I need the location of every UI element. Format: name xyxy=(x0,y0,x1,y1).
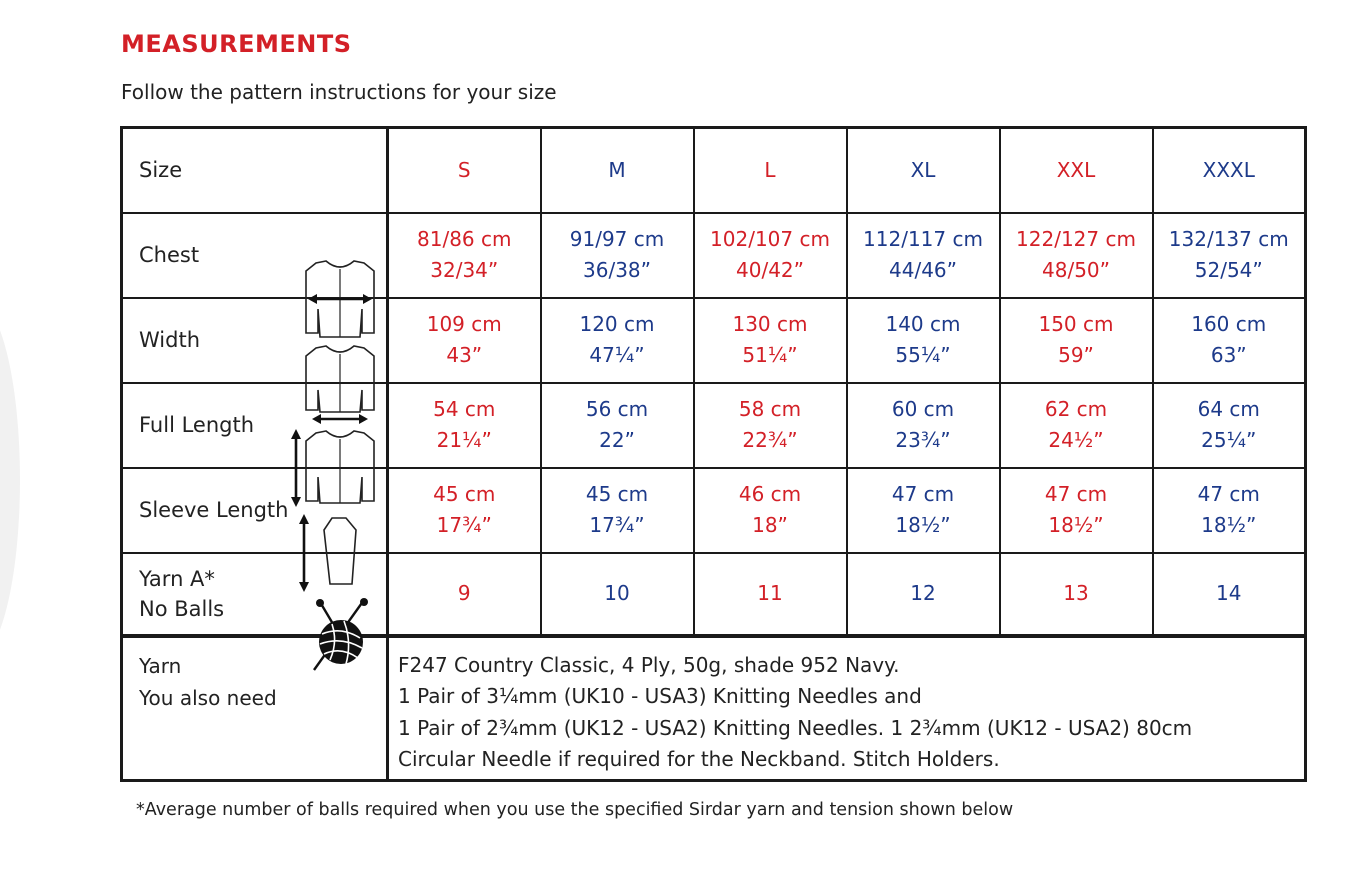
sleeve-length-xl: 47 cm 18½” xyxy=(847,468,1000,553)
width-xxl: 150 cm 59” xyxy=(1000,298,1153,383)
page-edge-shadow xyxy=(0,300,20,660)
sleeve-length-l: 46 cm 18” xyxy=(694,468,847,553)
size-xxl: XXL xyxy=(1000,128,1153,213)
page-title: MEASUREMENTS xyxy=(121,30,352,58)
size-label: Size xyxy=(139,158,183,183)
yarn-balls-xl: 12 xyxy=(847,553,1000,636)
full-length-xxl: 62 cm 24½” xyxy=(1000,383,1153,468)
yarn-requirements-text xyxy=(388,636,1306,781)
chest-label-cell xyxy=(122,213,388,298)
chest-measure-icon xyxy=(302,257,378,339)
yarn-requirements-row xyxy=(122,636,1306,781)
page-subtitle: Follow the pattern instructions for your size xyxy=(121,80,557,104)
footnote: *Average number of balls required when you use the specified Sirdar yarn and tension shown below xyxy=(136,800,1014,820)
width-xl: 140 cm 55¼” xyxy=(847,298,1000,383)
size-label-cell xyxy=(122,128,388,213)
chest-xl: 112/117 cm 44/46” xyxy=(847,213,1000,298)
yarn-balls-label-line2: No Balls xyxy=(139,596,225,621)
yarn-ball-needles-icon xyxy=(308,598,372,674)
sleeve-length-measure-icon xyxy=(294,512,370,594)
size-xxxl: XXXL xyxy=(1153,128,1306,213)
chest-s: 81/86 cm 32/34” xyxy=(388,213,541,298)
yarn-line-4: Circular Needle if required for the Neckband. Stitch Holders. xyxy=(398,747,1000,771)
width-measure-icon xyxy=(302,342,378,424)
chest-row xyxy=(122,213,1306,298)
size-header-row xyxy=(122,128,1306,213)
yarn-label: Yarn xyxy=(139,653,182,678)
sleeve-length-label: Sleeve Length xyxy=(139,498,289,522)
sleeve-length-s: 45 cm 17¾” xyxy=(388,468,541,553)
yarn-balls-xxxl: 14 xyxy=(1153,553,1306,636)
yarn-line-1: F247 Country Classic, 4 Ply, 50g, shade 952 Navy. xyxy=(398,652,900,677)
full-length-xl: 60 cm 23¾” xyxy=(847,383,1000,468)
full-length-measure-icon xyxy=(286,427,378,509)
you-also-need-label: You also need xyxy=(139,685,277,710)
full-length-l: 58 cm 22¾” xyxy=(694,383,847,468)
chest-m: 91/97 cm 36/38” xyxy=(541,213,694,298)
width-label: Width xyxy=(139,328,201,352)
size-l: L xyxy=(694,128,847,213)
width-row xyxy=(122,298,1306,383)
yarn-balls-m: 10 xyxy=(541,553,694,636)
full-length-m: 56 cm 22” xyxy=(541,383,694,468)
chest-xxxl: 132/137 cm 52/54” xyxy=(1153,213,1306,298)
yarn-balls-label-line1: Yarn A* xyxy=(139,566,215,591)
yarn-line-3: 1 Pair of 2¾mm (UK12 - USA2) Knitting Needles. 1 2¾mm (UK12 - USA2) 80cm xyxy=(398,715,1193,740)
yarn-balls-xxl: 13 xyxy=(1000,553,1153,636)
sleeve-length-xxl: 47 cm 18½” xyxy=(1000,468,1153,553)
sleeve-length-xxxl: 47 cm 18½” xyxy=(1153,468,1306,553)
full-length-s: 54 cm 21¼” xyxy=(388,383,541,468)
width-l: 130 cm 51¼” xyxy=(694,298,847,383)
width-s: 109 cm 43” xyxy=(388,298,541,383)
size-s: S xyxy=(388,128,541,213)
width-m: 120 cm 47¼” xyxy=(541,298,694,383)
size-m: M xyxy=(541,128,694,213)
size-xl: XL xyxy=(847,128,1000,213)
full-length-xxxl: 64 cm 25¼” xyxy=(1153,383,1306,468)
width-xxxl: 160 cm 63” xyxy=(1153,298,1306,383)
yarn-balls-s: 9 xyxy=(388,553,541,636)
yarn-balls-l: 11 xyxy=(694,553,847,636)
sleeve-length-m: 45 cm 17¾” xyxy=(541,468,694,553)
chest-label: Chest xyxy=(139,243,200,267)
full-length-label: Full Length xyxy=(139,413,255,437)
chest-xxl: 122/127 cm 48/50” xyxy=(1000,213,1153,298)
measurements-table xyxy=(120,126,1307,782)
full-length-row xyxy=(122,383,1306,468)
chest-l: 102/107 cm 40/42” xyxy=(694,213,847,298)
yarn-line-2: 1 Pair of 3¼mm (UK10 - USA3) Knitting Needles and xyxy=(398,684,922,708)
